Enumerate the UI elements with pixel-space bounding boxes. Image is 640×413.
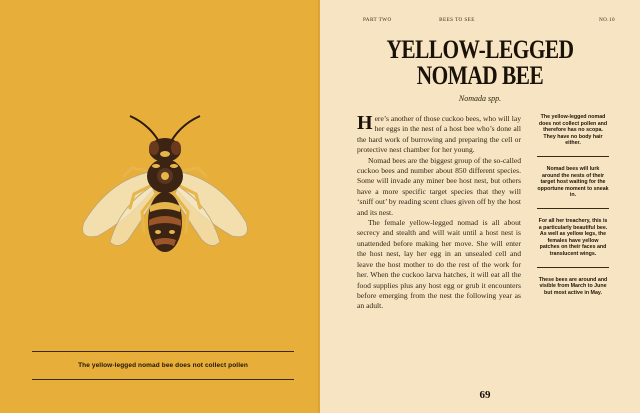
- sidebar-notes: [537, 114, 609, 296]
- body-paragraph-1-text: ere’s another of those cuckoo bees, who will lay her eggs in the nest of a host bee who’s done all the hard work of burrowing and preparing the cell or protective nest chamber for her young.: [357, 114, 521, 155]
- species-subtitle: Nomada spp.: [458, 94, 502, 103]
- running-head-section: BEES TO SEE: [439, 17, 475, 23]
- body-paragraph-1: [357, 114, 521, 156]
- sidebar-note: For all her treachery, this is a particularly beautiful bee. As well as yellow legs, the females have yellow patches on their faces and translucent wings.: [538, 217, 608, 257]
- body-paragraph-2: Nomad bees are the biggest group of the so-called cuckoo bees and number about 850 different species. Some will invade any miner bee host nest, but others have a more specific target species that they will ‘sniff out’ by reading scent clues given off by the host and its nest.: [357, 155, 521, 217]
- sidebar-note: These bees are around and visible from March to June but most active in May.: [538, 276, 608, 296]
- caption-text: The yellow-legged nomad bee does not collect pollen: [78, 362, 248, 369]
- page-title-line-1: YELLOW-LEGGED: [386, 35, 574, 64]
- drop-cap: H: [357, 112, 373, 134]
- page-title-line-2: NOMAD BEE: [416, 61, 544, 90]
- running-head-part: PART TWO: [363, 17, 392, 23]
- nomad-bee-illustration: [70, 110, 260, 270]
- sidebar-note: The yellow-legged nomad does not collect pollen and therefore has no scopa. They have no body hair either.: [538, 114, 608, 147]
- page-number: 69: [479, 389, 491, 401]
- caption-bar: [32, 351, 294, 380]
- sidebar-divider: [537, 267, 609, 268]
- body-paragraph-3: The female yellow-legged nomad is all about secrecy and stealth and will wait until a host nest is unattended before making her move. She will enter the host nest, lay her egg in an unsealed cell and leave the host mother to do the rest of the work for her. When the cuckoo larva hatches, it will eat all the food supplies plus any host egg or grub it encounters before emerging from the nest the following year as an adult.: [357, 218, 521, 311]
- sidebar-note: Nomad bees will lurk around the nests of their target host waiting for the opportune moment to sneak in.: [537, 165, 609, 199]
- body-text: [357, 114, 521, 312]
- sidebar-divider: [537, 156, 609, 157]
- sidebar-divider: [537, 208, 609, 209]
- running-head-number: NO.10: [599, 17, 615, 23]
